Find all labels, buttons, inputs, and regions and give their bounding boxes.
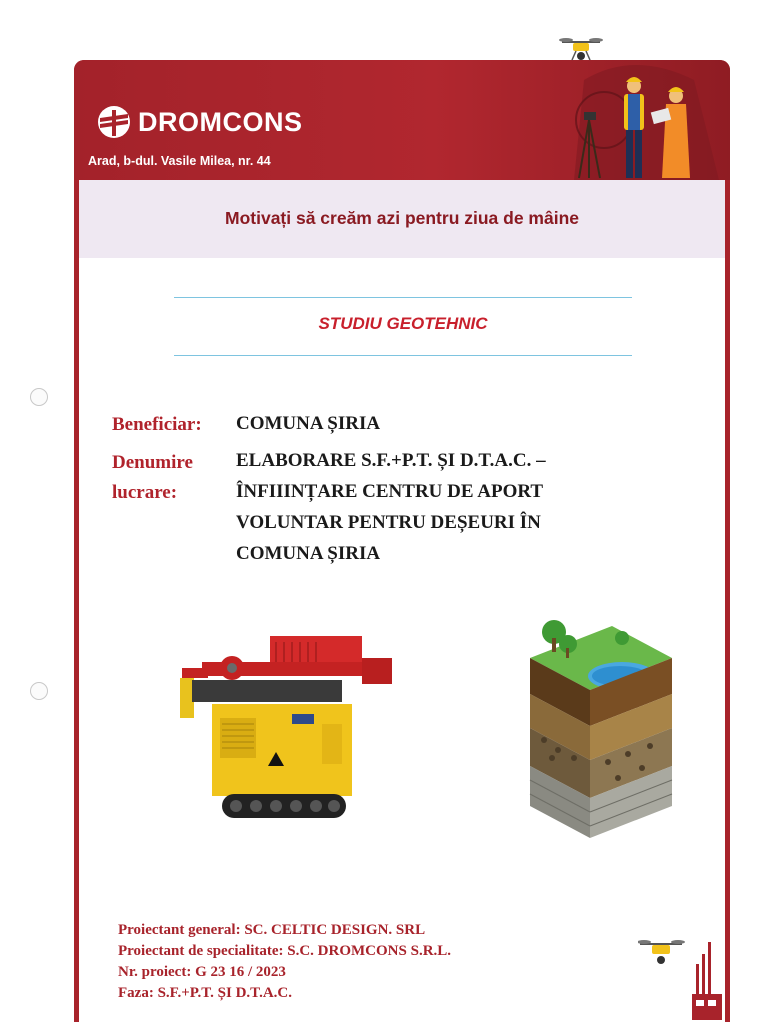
punch-hole-bottom [30,682,48,700]
company-name: DROMCONS [138,106,303,137]
company-address: Arad, b-dul. Vasile Milea, nr. 44 [88,154,271,168]
document-title: STUDIU GEOTEHNIC [318,314,488,333]
work-label-line2: lucrare: [112,482,178,503]
title-rule-top [174,297,632,298]
beneficiary-label: Beneficiar: [112,414,202,435]
work-title-line: ÎNFIIINȚARE CENTRU DE APORT [236,481,544,502]
logo-icon [96,104,132,140]
work-title-line: COMUNA ȘIRIA [236,543,381,564]
punch-hole-top [30,388,48,406]
title-rule-bottom [174,355,632,356]
drone-building-icon [638,934,724,1020]
project-footer [118,920,451,1004]
footer-project-number: Nr. proiect: G 23 16 / 2023 [118,964,286,980]
footer-general-designer: Proiectant general: SC. CELTIC DESIGN. SRL [118,922,426,938]
work-title [236,445,546,569]
work-label-line1: Denumire [112,452,193,473]
work-title-line: VOLUNTAR PENTRU DEȘEURI ÎN [236,512,541,533]
work-title-line: ELABORARE S.F.+P.T. ȘI D.T.A.C. – [236,450,546,471]
engineers-illustration [544,60,730,180]
company-logo [96,104,303,140]
beneficiary-value: COMUNA ȘIRIA [236,413,381,434]
slogan-text: Motivați să creăm azi pentru ziua de mâine [225,208,579,228]
slogan-band [79,180,725,258]
header-banner [74,60,730,180]
drone-icon [558,36,604,66]
document-body [79,180,725,1022]
soil-layers-image [524,618,674,850]
footer-phase: Faza: S.F.+P.T. ȘI D.T.A.C. [118,985,292,1001]
drilling-rig-image [172,628,396,826]
footer-specialist-designer: Proiectant de specialitate: S.C. DROMCONS S.R.L. [118,943,452,959]
